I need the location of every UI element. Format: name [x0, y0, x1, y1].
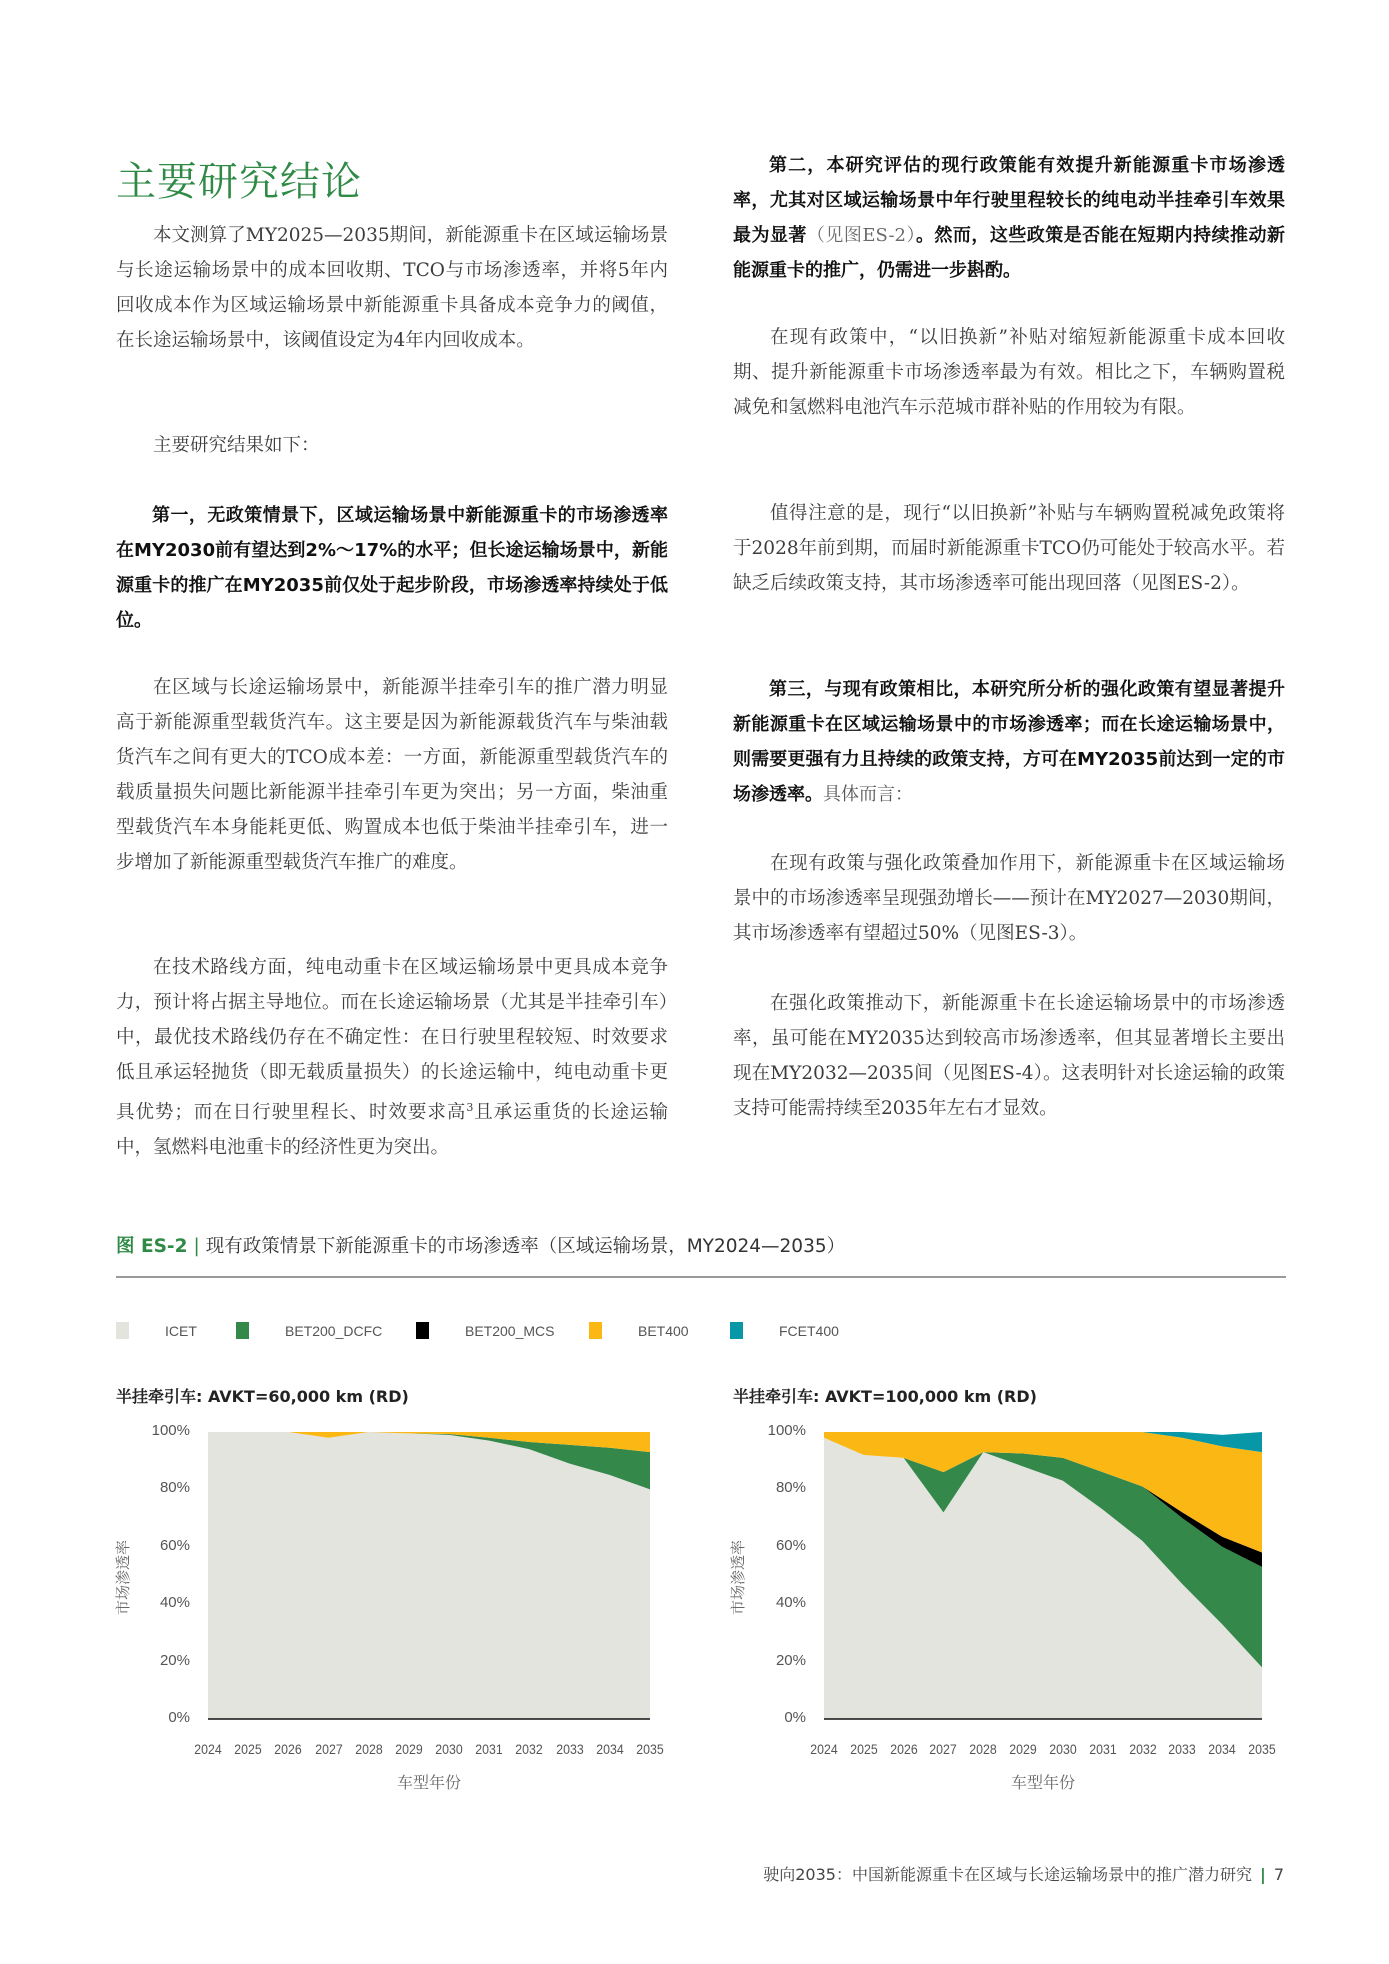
y-tick-label: 40% [159, 1594, 190, 1612]
paragraph-intro: 本文测算了MY2025—2035期间，新能源重卡在区域运输场景与长途运输场景中的成本回收期、TCO与市场渗透率，并将5年内回收成本作为区域运输场景中新能源重卡具备成本竞争力的阈值，在长途运输场景中，该阈值设定为4年内回收成本。 [116, 225, 668, 351]
legend-label: ICET [165, 1322, 197, 1339]
x-tick-label: 2032 [1128, 1741, 1157, 1757]
paragraph-trade-in: 在现有政策中，“以旧换新”补贴对缩短新能源重卡成本回收期、提升新能源重卡市场渗透率最为有效。相比之下，车辆购置税减免和氢燃料电池汽车示范城市群补贴的作用较为有限。 [733, 327, 1285, 418]
figure-label: 图 ES-2 [116, 1236, 188, 1257]
x-tick-label: 2027 [314, 1741, 343, 1757]
y-tick-label: 20% [775, 1651, 806, 1669]
page-number: 7 [1273, 1865, 1284, 1884]
x-tick-label: 2024 [194, 1741, 222, 1757]
finding-two-text-2: 。然而，这些政策是否能在短期内持续推动新能源重卡的推广，仍需进一步斟酌。 [733, 225, 1285, 281]
chart-left-subtitle: 半挂牵引车: AVKT=60,000 km (RD) [116, 1387, 409, 1406]
footer-separator: | [1259, 1865, 1266, 1884]
chart-right-xlabel: 车型年份 [1010, 1773, 1075, 1792]
y-tick-label: 100% [767, 1422, 806, 1439]
x-tick-label: 2029 [1009, 1741, 1037, 1757]
x-tick-label: 2035 [1248, 1741, 1276, 1757]
footer-title: 驶向2035：中国新能源重卡在区域与长途运输场景中的推广潜力研究 [763, 1865, 1252, 1884]
x-tick-label: 2030 [435, 1741, 463, 1757]
y-tick-label: 80% [159, 1479, 190, 1497]
legend-label: FCET400 [779, 1322, 839, 1339]
y-tick-label: 0% [784, 1709, 806, 1726]
page-footer [763, 1862, 1284, 1885]
paragraph-semi-trailer-text: 在区域与长途运输场景中，新能源半挂牵引车的推广潜力明显高于新能源重型载货汽车。这主要是因为新能源载货汽车与柴油载货汽车之间有更大的TCO成本差：一方面，新能源重型载货汽车的载质量损失问题比新能源半挂牵引车更为突出；另一方面，柴油重型载货汽车本身能耗更低、购置成本也低于柴油半挂牵引车，进一步增加了新能源重型载货汽车推广的难度。 [116, 677, 668, 873]
finding-two-text: 第二，本研究评估的现行政策能有效提升新能源重卡市场渗透率，尤其对区域运输场景中年行驶里程较长的纯电动半挂牵引车效果最为显著 [733, 155, 1285, 246]
figure-separator: | [193, 1236, 200, 1257]
paragraph-results-intro: 主要研究结果如下： [153, 435, 320, 456]
legend-label: BET200_MCS [465, 1322, 555, 1339]
x-tick-label: 2028 [355, 1741, 383, 1757]
y-tick-label: 60% [775, 1536, 806, 1554]
figure-caption: 现有政策情景下新能源重卡的市场渗透率（区域运输场景，MY2024—2035） [205, 1236, 846, 1257]
finding-one: 第一，无政策情景下，区域运输场景中新能源重卡的市场渗透率在MY2030前有望达到2%～17%的水平；但长途运输场景中，新能源重卡的推广在MY2035前仅处于起步阶段，市场渗透率持续处于低位。 [116, 505, 668, 631]
chart-left-ylabel: 市场渗透率 [114, 1539, 132, 1615]
finding-three-text: 第三，与现有政策相比，本研究所分析的强化政策有望显著提升新能源重卡在区域运输场景中的市场渗透率；而在长途运输场景中，则需要更强有力且持续的政策支持，方可在MY2035前达到一定的市场渗透率。 [733, 679, 1285, 805]
y-tick-label: 40% [775, 1594, 806, 1612]
paragraph-technology-post: 且承运重货的长途运输中，氢燃料电池重卡的经济性更为突出。 [116, 1102, 668, 1159]
chart-left-xlabel: 车型年份 [396, 1773, 461, 1792]
x-tick-label: 2027 [929, 1741, 958, 1757]
x-tick-label: 2033 [1168, 1741, 1197, 1757]
x-tick-label: 2026 [889, 1741, 918, 1757]
legend-label: BET200_DCFC [285, 1322, 383, 1339]
x-tick-label: 2030 [1049, 1741, 1077, 1757]
x-tick-label: 2029 [395, 1741, 423, 1757]
x-tick-label: 2024 [810, 1741, 838, 1757]
paragraph-technology-pre: 在技术路线方面，纯电动重卡在区域运输场景中更具成本竞争力，预计将占据主导地位。而在长途运输场景（尤其是半挂牵引车）中，最优技术路线仍存在不确定性：在日行驶里程较短、时效要求低且承运轻抛货（即无载质量损失）的长途运输中，纯电动重卡更具优势；而在日行驶里程长、时效要求高 [116, 957, 668, 1124]
paragraph-expiry: 值得注意的是，现行“以旧换新”补贴与车辆购置税减免政策将于2028年前到期，而届时新能源重卡TCO仍可能处于较高水平。若缺乏后续政策支持，其市场渗透率可能出现回落（见图ES-2）。 [733, 503, 1285, 594]
y-tick-label: 60% [159, 1536, 190, 1554]
y-tick-label: 20% [159, 1651, 190, 1669]
y-tick-label: 100% [151, 1422, 190, 1439]
x-tick-label: 2031 [475, 1741, 503, 1757]
x-tick-label: 2034 [1208, 1741, 1236, 1757]
figure-ref-es2[interactable]: （见图ES-2） [806, 225, 916, 246]
x-tick-label: 2026 [274, 1741, 303, 1757]
y-tick-label: 80% [775, 1479, 806, 1497]
x-tick-label: 2031 [1089, 1741, 1117, 1757]
paragraph-regional-growth: 在现有政策与强化政策叠加作用下，新能源重卡在区域运输场景中的市场渗透率呈现强劲增长——预计在MY2027—2030期间，其市场渗透率有望超过50%（见图ES-3）。 [733, 853, 1285, 944]
x-tick-label: 2034 [596, 1741, 624, 1757]
paragraph-longhaul: 在强化政策推动下，新能源重卡在长途运输场景中的市场渗透率，虽可能在MY2035达到较高市场渗透率，但其显著增长主要出现在MY2032—2035间（见图ES-4）。这表明针对长途运输的政策支持可能需持续至2035年左右才显效。 [733, 993, 1285, 1119]
legend-label: BET400 [638, 1322, 689, 1339]
chart-right-ylabel: 市场渗透率 [729, 1539, 747, 1615]
x-tick-label: 2033 [555, 1741, 584, 1757]
x-tick-label: 2028 [969, 1741, 997, 1757]
page-title: 主要研究结论 [116, 159, 362, 205]
chart-right-subtitle: 半挂牵引车: AVKT=100,000 km (RD) [733, 1387, 1037, 1406]
finding-three-tail: 具体而言： [823, 784, 913, 805]
x-tick-label: 2032 [515, 1741, 544, 1757]
y-tick-label: 0% [168, 1709, 190, 1726]
x-tick-label: 2025 [850, 1741, 878, 1757]
footnote-ref[interactable]: 3 [466, 1101, 474, 1114]
x-tick-label: 2025 [234, 1741, 262, 1757]
x-tick-label: 2035 [636, 1741, 664, 1757]
